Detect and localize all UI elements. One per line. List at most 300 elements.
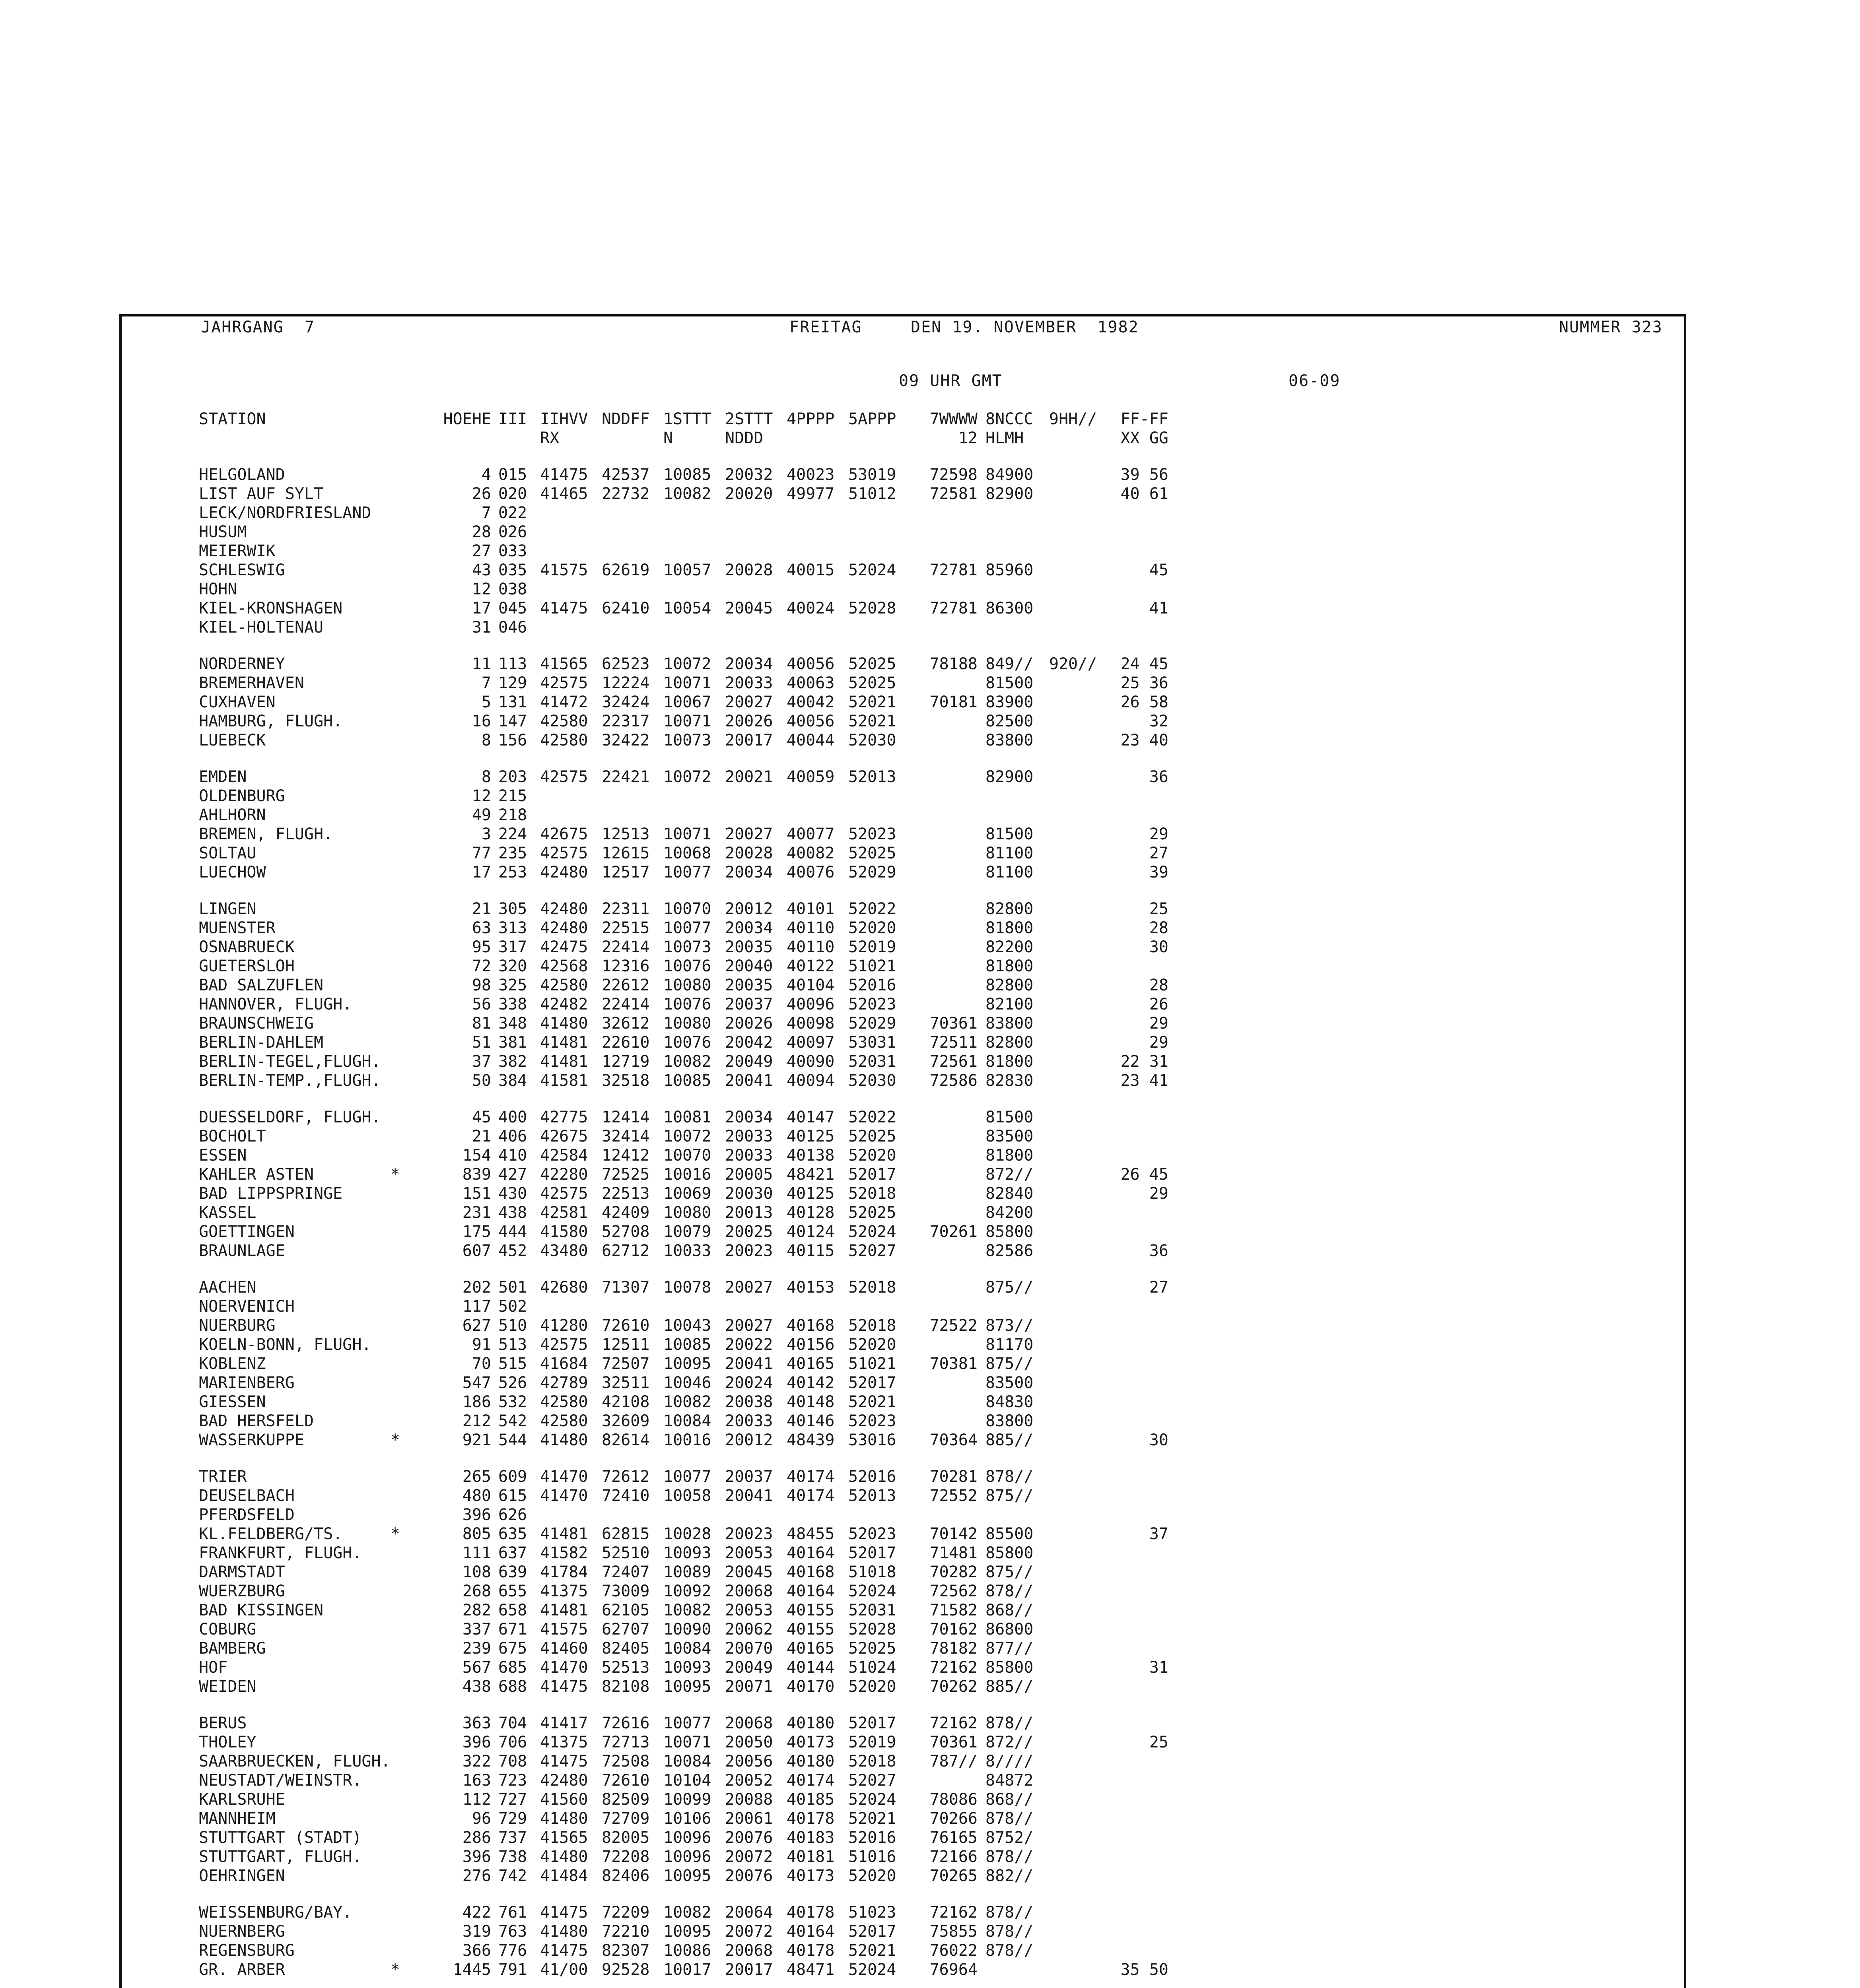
cell-c7: 72162 [929,1903,978,1922]
cell-c10 [1113,1847,1168,1866]
cell-c6: 52025 [848,1127,896,1145]
cell-c3: 10104 [663,1771,711,1790]
cell-c9 [1049,1335,1113,1354]
cell-hoehe: 607 [462,1242,491,1260]
cell-c10 [1113,503,1168,522]
cell-c7 [910,522,985,542]
cell-c4: 20072 [725,1848,773,1866]
cell-iii: 427 [498,1165,527,1184]
cell-c10 [1113,1354,1168,1373]
cell-c10 [1113,1392,1168,1411]
cell-c2: 62410 [602,599,650,617]
cell-c2: 72525 [602,1165,650,1184]
date-label: DEN 19. NOVEMBER 1982 [911,318,1139,336]
cell-c8: 81500 [985,825,1034,843]
cell-c5 [787,1297,848,1316]
cell-c6: 51016 [848,1848,896,1866]
table-row [199,1505,1168,1524]
cell-c3: 10096 [663,1848,711,1866]
cell-c2: 72507 [602,1355,650,1373]
cell-iii: 542 [498,1412,527,1430]
table-row [199,503,1168,522]
cell-c5: 40173 [787,1867,835,1885]
cell-hoehe: 51 [472,1033,491,1052]
cell-c4: 20033 [725,1146,773,1165]
cell-c4: 20017 [725,1961,773,1979]
cell-c2: 12224 [602,674,650,692]
cell-c3: 10073 [663,731,711,749]
cell-c9 [1049,1071,1113,1090]
col-c10: FF-FF XX GG [1120,410,1168,447]
cell-c8: 878// [985,1714,1034,1732]
cell-iii: 544 [498,1431,527,1449]
cell-c1: 41475 [540,466,588,484]
cell-c7 [910,580,985,599]
cell-c9 [1049,1316,1113,1335]
cell-c3: 10016 [663,1165,711,1184]
cell-hoehe: 43 [472,561,491,579]
cell-c3: 10076 [663,957,711,975]
table-row [199,825,1168,844]
cell-station: MUENSTER [199,919,276,937]
cell-c2: 32414 [602,1127,650,1145]
cell-station: KIEL-KRONSHAGEN [199,599,343,617]
cell-iii: 038 [498,580,527,598]
cell-iii: 609 [498,1468,527,1486]
cell-c9 [1049,1108,1113,1127]
cell-c4: 20022 [725,1336,773,1354]
col-c7: 7WWWW 12 [929,410,978,447]
cell-c8 [985,1960,1049,1979]
cell-c4 [725,542,787,561]
cell-hoehe: 186 [462,1393,491,1411]
cell-c2: 72210 [602,1922,650,1941]
cell-station: KOELN-BONN, FLUGH. [199,1336,371,1354]
cell-c10 [1113,522,1168,542]
cell-c9 [1049,1866,1113,1885]
cell-c10: 30 [1149,938,1168,956]
cell-c6: 52031 [848,1601,896,1619]
cell-station: DUESSELDORF, FLUGH. [199,1108,381,1126]
cell-c5 [787,806,848,825]
cell-c9 [1049,1373,1113,1392]
cell-c7: 72586 [929,1072,978,1090]
cell-c7: 72166 [929,1848,978,1866]
cell-c9 [1049,1828,1113,1847]
cell-c8: 82900 [985,485,1034,503]
cell-c3: 10080 [663,1014,711,1033]
cell-hoehe: 322 [462,1752,491,1771]
cell-c1: 41465 [540,485,588,503]
cell-c6: 52020 [848,919,896,937]
cell-c2: 12511 [602,1336,650,1354]
table-row [199,1297,1168,1316]
table-row [199,618,1168,637]
cell-c4: 20013 [725,1204,773,1222]
cell-iii: 218 [498,806,527,824]
cell-c8: 875// [985,1355,1034,1373]
cell-c2: 72709 [602,1809,650,1828]
cell-c5: 40170 [787,1677,835,1696]
cell-c2: 73009 [602,1582,650,1600]
cell-c3: 10084 [663,1752,711,1771]
cell-hoehe: 98 [472,976,491,994]
table-row [199,580,1168,599]
cell-station: SOLTAU [199,844,257,862]
cell-c9 [1049,899,1113,918]
cell-c1: 41784 [540,1563,588,1581]
cell-c6 [848,503,910,522]
cell-c2: 72612 [602,1468,650,1486]
cell-station: BRAUNLAGE [199,1242,285,1260]
cell-hoehe: 81 [472,1014,491,1033]
cell-c5: 40153 [787,1278,835,1297]
table-row [199,995,1168,1014]
cell-c7 [910,1108,985,1127]
cell-c1: 42575 [540,844,588,862]
cell-c4 [725,806,787,825]
cell-c10 [1113,580,1168,599]
cell-station: BAD KISSINGEN [199,1601,324,1619]
cell-c6: 52021 [848,1809,896,1828]
cell-hoehe: 4 [481,466,491,484]
cell-iii: 615 [498,1487,527,1505]
cell-c1: 42675 [540,1127,588,1145]
cell-c8: 878// [985,1582,1034,1600]
cell-c4: 20021 [725,768,773,786]
cell-c7: 78188 [929,655,978,673]
cell-c8: 878// [985,1848,1034,1866]
cell-c9 [1049,1752,1113,1771]
cell-c2 [602,1505,663,1524]
cell-station: NUERNBERG [199,1922,285,1941]
cell-station: NORDERNEY [199,655,285,673]
cell-c6: 52013 [848,1487,896,1505]
cell-c6: 51018 [848,1563,896,1581]
cell-c4: 20040 [725,957,773,975]
cell-iii: 235 [498,844,527,862]
cell-c3: 10085 [663,466,711,484]
cell-hoehe: 21 [472,1127,491,1145]
cell-c1: 42480 [540,900,588,918]
cell-c8: 82830 [985,1072,1034,1090]
cell-c5: 40056 [787,712,835,730]
cell-c9 [1049,1203,1113,1222]
cell-c6 [848,542,910,561]
cell-c3: 10082 [663,1393,711,1411]
cell-c1: 41475 [540,1941,588,1960]
cell-c10 [1113,1866,1168,1885]
cell-c8: 81170 [985,1336,1034,1354]
cell-c4: 20034 [725,919,773,937]
cell-c1: 41470 [540,1658,588,1677]
table-row [199,1373,1168,1392]
cell-c3: 10072 [663,768,711,786]
cell-c7 [910,806,985,825]
cell-c8: 83800 [985,731,1034,749]
cell-station: MEIERWIK [199,542,276,560]
table-row [199,1146,1168,1165]
cell-c1: 42575 [540,1184,588,1203]
cell-c2: 12412 [602,1146,650,1165]
cell-c6: 52029 [848,1014,896,1033]
cell-hoehe: 231 [462,1204,491,1222]
cell-hoehe: 154 [462,1146,491,1165]
cell-c10: 23 40 [1120,731,1168,749]
cell-c5: 40174 [787,1771,835,1790]
cell-hoehe: 839 [462,1165,491,1184]
cell-c1: 42789 [540,1374,588,1392]
cell-iii: 325 [498,976,527,994]
cell-iii: 502 [498,1297,527,1316]
cell-c1: 41575 [540,561,588,579]
cell-c4: 20033 [725,674,773,692]
cell-c9 [1049,806,1113,825]
cell-c1: 42280 [540,1165,588,1184]
group-separator [199,1260,1168,1278]
cell-iii: 020 [498,485,527,503]
cell-c5: 40077 [787,825,835,843]
cell-c9 [1049,1524,1113,1543]
cell-c5: 40164 [787,1922,835,1941]
cell-c4: 20062 [725,1620,773,1639]
cell-iii: 639 [498,1563,527,1581]
cell-c5: 40128 [787,1204,835,1222]
cell-c9 [1049,561,1113,580]
cell-c8: 8//// [985,1752,1034,1771]
cell-c3: 10082 [663,1052,711,1071]
cell-c7 [910,1297,985,1316]
cell-c5: 40094 [787,1072,835,1090]
cell-c3: 10073 [663,938,711,956]
table-row [199,1941,1168,1960]
table-row [199,918,1168,938]
table-row [199,1203,1168,1222]
cell-c9 [1049,1278,1113,1297]
cell-c7 [910,618,985,637]
cell-c5: 40155 [787,1601,835,1619]
cell-c6: 52025 [848,674,896,692]
cell-c9 [1049,1620,1113,1639]
cell-c2 [602,786,663,806]
cell-c6: 51021 [848,1355,896,1373]
cell-hoehe: 627 [462,1316,491,1335]
table-row [199,786,1168,806]
cell-c6: 52023 [848,1525,896,1543]
group-separator [199,1885,1168,1903]
cell-c2: 12513 [602,825,650,843]
cell-c6: 52024 [848,1582,896,1600]
cell-c1: 41565 [540,655,588,673]
cell-c10 [1113,1146,1168,1165]
cell-c7: 72581 [929,485,978,503]
cell-c10: 26 58 [1120,693,1168,711]
cell-station: NOERVENICH [199,1297,295,1316]
table-row [199,1620,1168,1639]
cell-c8: 82900 [985,768,1034,786]
table-row [199,899,1168,918]
group-separator [199,882,1168,899]
cell-hoehe: 72 [472,957,491,975]
cell-c8: 81800 [985,1052,1034,1071]
cell-c3 [663,1297,725,1316]
cell-c10 [1113,1127,1168,1146]
table-row [199,976,1168,995]
cell-c1 [540,618,602,637]
cell-c5: 48439 [787,1431,835,1449]
group-separator [199,750,1168,767]
cell-c8: 82800 [985,976,1034,994]
cell-iii: 382 [498,1052,527,1071]
cell-c4: 20068 [725,1941,773,1960]
cell-station: KAHLER ASTEN * [199,1165,400,1184]
cell-c6: 52018 [848,1752,896,1771]
cell-c6: 52018 [848,1278,896,1297]
cell-c10: 35 50 [1120,1961,1168,1979]
cell-c7: 76165 [929,1829,978,1847]
cell-c7: 72781 [929,561,978,579]
cell-c4: 20023 [725,1242,773,1260]
cell-c10: 31 [1149,1658,1168,1677]
cell-c8: 85800 [985,1658,1034,1677]
cell-c5: 40178 [787,1903,835,1922]
cell-c4: 20033 [725,1127,773,1145]
cell-c5: 40174 [787,1487,835,1505]
cell-c8: 82840 [985,1184,1034,1203]
cell-station: WEISSENBURG/BAY. [199,1903,352,1922]
table-row [199,1733,1168,1752]
cell-c2 [602,618,663,637]
cell-c6: 51012 [848,485,896,503]
cell-station: KOBLENZ [199,1355,266,1373]
cell-c1 [540,580,602,599]
cell-c10 [1113,1809,1168,1828]
cell-c8: 83500 [985,1374,1034,1392]
cell-station: LUECHOW [199,863,266,881]
cell-c6: 51024 [848,1658,896,1677]
cell-c6: 52024 [848,1961,896,1979]
cell-c3: 10071 [663,825,711,843]
cell-c1: 41475 [540,1677,588,1696]
cell-station: AACHEN [199,1278,257,1297]
cell-c7 [910,767,985,786]
cell-c3: 10016 [663,1431,711,1449]
cell-c6: 52013 [848,768,896,786]
cell-c3: 10082 [663,1903,711,1922]
cell-hoehe: 1445 [453,1961,491,1979]
cell-c9 [1049,542,1113,561]
cell-c2: 32511 [602,1374,650,1392]
cell-c4: 20041 [725,1487,773,1505]
cell-c6: 52025 [848,1639,896,1658]
cell-hoehe: 212 [462,1412,491,1430]
cell-c9 [1049,1790,1113,1809]
cell-hoehe: 363 [462,1714,491,1732]
cell-iii: 035 [498,561,527,579]
cell-iii: 430 [498,1184,527,1203]
cell-c4: 20028 [725,561,773,579]
cell-c10 [1113,1790,1168,1809]
cell-c8: 82500 [985,712,1034,730]
cell-c7: 72552 [929,1487,978,1505]
cell-c3: 10054 [663,599,711,617]
cell-c6 [848,522,910,542]
cell-iii: 737 [498,1829,527,1847]
cell-c8: 83800 [985,1412,1034,1430]
cell-c4: 20033 [725,1412,773,1430]
cell-c10 [1113,1563,1168,1582]
cell-c4: 20049 [725,1052,773,1071]
cell-station: OLDENBURG [199,787,285,805]
cell-c10 [1113,1467,1168,1486]
cell-hoehe: 3 [481,825,491,843]
cell-c2: 72209 [602,1903,650,1922]
cell-c8: 878// [985,1903,1034,1922]
group-separator [199,1696,1168,1714]
cell-c6: 52023 [848,1412,896,1430]
cell-c8: 81100 [985,844,1034,862]
cell-c6 [848,786,910,806]
cell-hoehe: 11 [472,655,491,673]
cell-c10 [1113,1411,1168,1431]
cell-c9 [1049,1847,1113,1866]
cell-c1: 42480 [540,1771,588,1790]
cell-c8: 878// [985,1922,1034,1941]
cell-c4: 20012 [725,1431,773,1449]
cell-iii: 156 [498,731,527,749]
col-c1: IIHVV RX [540,410,588,447]
cell-c4: 20030 [725,1184,773,1203]
cell-c8: 85960 [985,561,1034,579]
cell-c4: 20053 [725,1544,773,1562]
cell-c7 [910,1203,985,1222]
cell-c10: 39 [1149,863,1168,881]
cell-c9 [1049,503,1113,522]
cell-c7 [910,1505,985,1524]
cell-hoehe: 63 [472,919,491,937]
table-row [199,1392,1168,1411]
cell-station: HOHN [199,580,237,598]
cell-c3: 10071 [663,674,711,692]
cell-iii: 215 [498,787,527,805]
table-row [199,1184,1168,1203]
cell-c4: 20027 [725,693,773,711]
group-separator [199,1090,1168,1108]
cell-c6: 52022 [848,900,896,918]
cell-c6: 52020 [848,1336,896,1354]
cell-c10 [1113,542,1168,561]
cell-c8: 868// [985,1790,1034,1809]
cell-c9 [1049,1146,1113,1165]
cell-c10: 22 31 [1120,1052,1168,1071]
cell-c1: 41582 [540,1544,588,1562]
cell-c3: 10070 [663,1146,711,1165]
cell-c5: 40174 [787,1468,835,1486]
cell-station: STUTTGART, FLUGH. [199,1848,362,1866]
cell-c10: 29 [1149,1184,1168,1203]
cell-c10 [1113,1203,1168,1222]
cell-c8: 885// [985,1431,1034,1449]
cell-c4: 20045 [725,1563,773,1581]
cell-c2 [602,503,663,522]
cell-c4: 20064 [725,1903,773,1922]
table-row [199,938,1168,957]
cell-hoehe: 56 [472,995,491,1013]
cell-c9 [1049,1601,1113,1620]
cell-c4: 20020 [725,485,773,503]
group-separator [199,1979,1168,1988]
cell-c1 [540,1505,602,1524]
